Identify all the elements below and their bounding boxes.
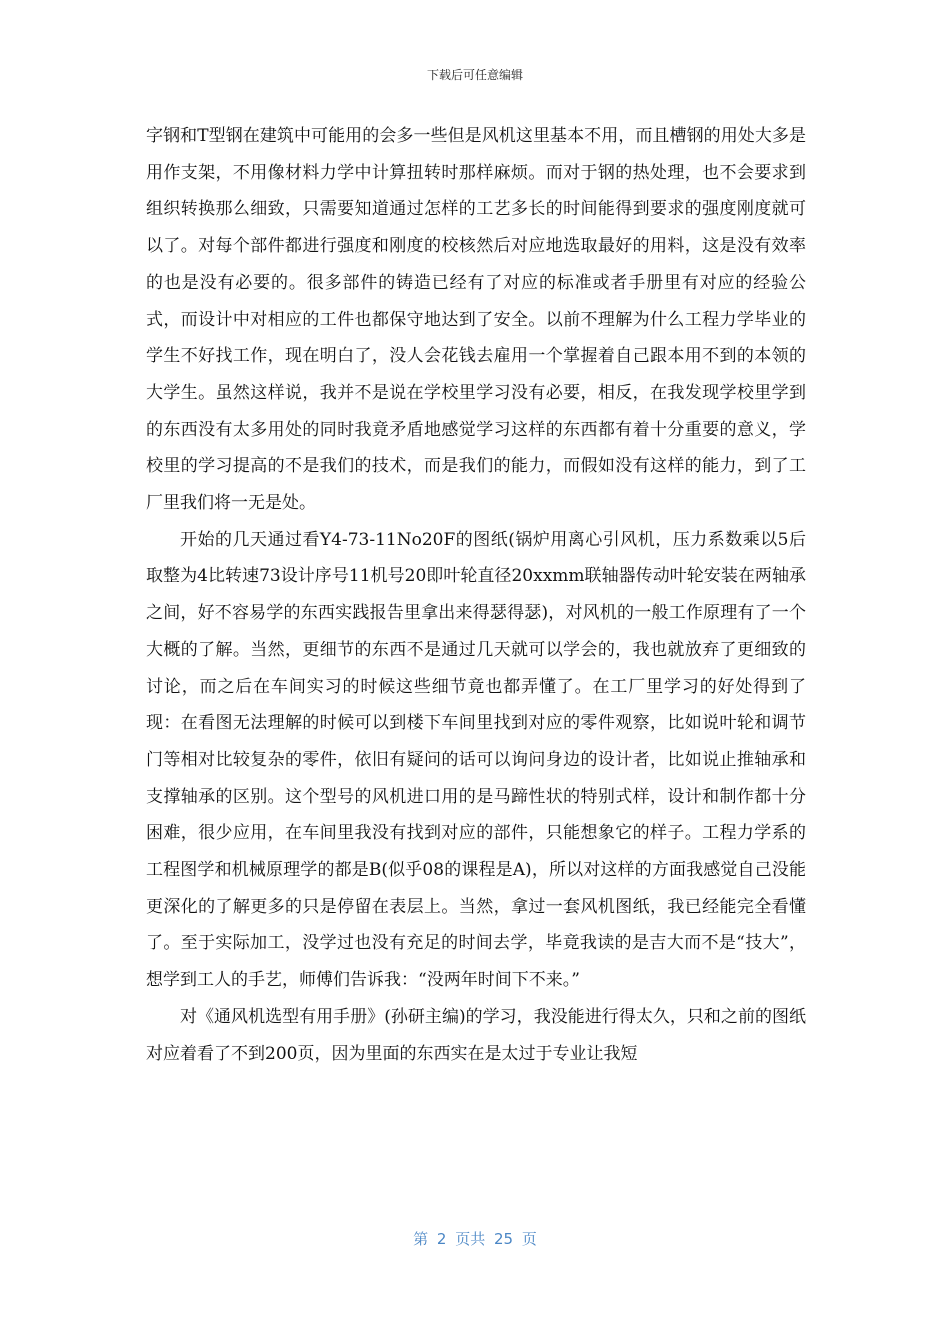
footer-page-middle: 页共 (455, 1230, 486, 1248)
footer-page-prefix: 第 (413, 1230, 429, 1248)
footer-page-suffix: 页 (521, 1230, 537, 1248)
paragraph-3: 对《通风机选型有用手册》(孙研主编)的学习，我没能进行得太久，只和之前的图纸对应着看了不到200页，因为里面的东西实在是太过于专业让我短 (146, 1006, 806, 1064)
header-text: 下载后可任意编辑 (426, 68, 523, 82)
document-body (146, 118, 806, 1072)
page-header (0, 66, 950, 83)
footer-page-total: 25 (494, 1230, 514, 1248)
footer-page-current: 2 (436, 1230, 447, 1248)
paragraph-2: 开始的几天通过看Y4-73-11No20F的图纸(锅炉用离心引风机，压力系数乘以5后取整为4比转速73设计序号11机号20即叶轮直径20xxmm联轴器传动叶轮安装在两轴承之间，好不容易学的东西实践报告里拿出来得瑟得瑟)，对风机的一般工作原理有了一个大概的了解。当然，更细节的东西不是通过几天就可以学会的，我也就放弃了更细致的讨论，而之后在车间实习的时候这些细节竟也都弄懂了。在工厂里学习的好处得到了现：在看图无法理解的时候可以到楼下车间里找到对应的零件观察，比如说叶轮和调节门等相对比较复杂的零件，依旧有疑问的话可以询问身边的设计者，比如说止推轴承和支撑轴承的区别。这个型号的风机进口用的是马蹄性状的特别式样，设计和制作都十分困难，很少应用，在车间里我没有找到对应的部件，只能想象它的样子。工程力学系的工程图学和机械原理学的都是B(似乎08的课程是A)，所以对这样的方面我感觉自己没能更深化的了解更多的只是停留在表层上。当然，拿过一套风机图纸，我已经能完全看懂了。至于实际加工，没学过也没有充足的时间去学，毕竟我读的是吉大而不是“技大”，想学到工人的手艺，师傅们告诉我：“没两年时间下不来。” (146, 529, 806, 991)
paragraph-1: 字钢和T型钢在建筑中可能用的会多一些但是风机这里基本不用，而且槽钢的用处大多是用作支架，不用像材料力学中计算扭转时那样麻烦。而对于钢的热处理，也不会要求到组织转换那么细致，只需要知道通过怎样的工艺多长的时间能得到要求的强度刚度就可以了。对每个部件都进行强度和刚度的校核然后对应地选取最好的用料，这是没有效率的也是没有必要的。很多部件的铸造已经有了对应的标准或者手册里有对应的经验公式，而设计中对相应的工件也都保守地达到了安全。以前不理解为什么工程力学毕业的学生不好找工作，现在明白了，没人会花钱去雇用一个掌握着自己跟本用不到的本领的大学生。虽然这样说，我并不是说在学校里学习没有必要，相反，在我发现学校里学到的东西没有太多用处的同时我竟矛盾地感觉学习这样的东西都有着十分重要的意义，学校里的学习提高的不是我们的技术，而是我们的能力，而假如没有这样的能力，到了工厂里我们将一无是处。 (146, 126, 806, 514)
page-footer (0, 1228, 950, 1249)
